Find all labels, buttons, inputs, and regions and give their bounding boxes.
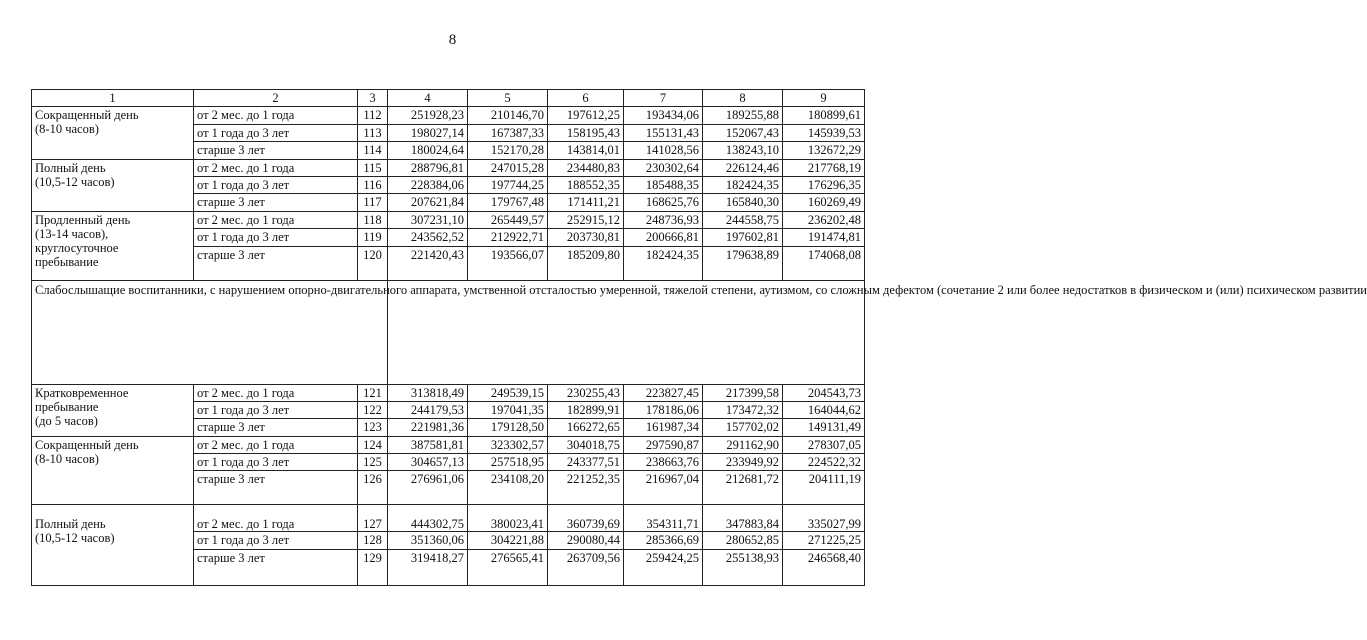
row-code-cell: 116 (358, 176, 388, 193)
value-cell: 176296,35 (783, 176, 865, 193)
value-cell: 263709,56 (548, 549, 624, 585)
value-cell: 185209,80 (548, 246, 624, 280)
category-cell (32, 107, 194, 159)
value-cell: 226124,46 (703, 159, 783, 176)
category-cell (32, 505, 194, 585)
category-label: круглосуточное (35, 240, 119, 255)
age-group-cell: от 1 года до 3 лет (194, 454, 358, 471)
age-group-cell: старше 3 лет (194, 142, 358, 159)
category-label: (8-10 часов) (35, 451, 99, 466)
value-cell: 257518,95 (468, 454, 548, 471)
value-cell: 304657,13 (388, 454, 468, 471)
value-cell: 249539,15 (468, 384, 548, 401)
category-cell (32, 211, 194, 280)
tariff-table (31, 89, 1367, 586)
value-cell: 193434,06 (624, 107, 703, 124)
age-group-cell: от 1 года до 3 лет (194, 401, 358, 418)
row-code-cell: 127 (358, 505, 388, 532)
value-cell: 182424,35 (624, 246, 703, 280)
value-cell: 204543,73 (783, 384, 865, 401)
value-cell: 207621,84 (388, 194, 468, 211)
row-code-cell: 113 (358, 124, 388, 141)
value-cell: 360739,69 (548, 505, 624, 532)
value-cell: 354311,71 (624, 505, 703, 532)
category-cell (32, 436, 194, 505)
row-code-cell: 128 (358, 532, 388, 549)
value-cell: 265449,57 (468, 211, 548, 228)
column-header: 5 (468, 90, 548, 107)
row-code-cell: 117 (358, 194, 388, 211)
table-row (32, 505, 865, 532)
value-cell: 179767,48 (468, 194, 548, 211)
value-cell: 244179,53 (388, 401, 468, 418)
age-group-cell: от 2 мес. до 1 года (194, 384, 358, 401)
value-cell: 212922,71 (468, 229, 548, 246)
category-label: пребывание (35, 399, 99, 414)
value-cell: 180024,64 (388, 142, 468, 159)
value-cell: 173472,32 (703, 401, 783, 418)
value-cell: 165840,30 (703, 194, 783, 211)
row-code-cell: 123 (358, 419, 388, 436)
value-cell: 276565,41 (468, 549, 548, 585)
value-cell: 224522,32 (783, 454, 865, 471)
category-label: пребывание (35, 254, 99, 269)
row-code-cell: 114 (358, 142, 388, 159)
value-cell: 197602,81 (703, 229, 783, 246)
row-code-cell: 129 (358, 549, 388, 585)
row-code-cell: 122 (358, 401, 388, 418)
value-cell: 149131,49 (783, 419, 865, 436)
age-group-cell: от 1 года до 3 лет (194, 124, 358, 141)
value-cell: 132672,29 (783, 142, 865, 159)
table-row (32, 211, 865, 228)
value-cell: 191474,81 (783, 229, 865, 246)
value-cell: 297590,87 (624, 436, 703, 453)
value-cell: 182899,91 (548, 401, 624, 418)
value-cell: 171411,21 (548, 194, 624, 211)
value-cell: 291162,90 (703, 436, 783, 453)
value-cell: 223827,45 (624, 384, 703, 401)
table-row (32, 159, 865, 176)
value-cell: 180899,61 (783, 107, 865, 124)
category-cell (32, 159, 194, 211)
value-cell: 252915,12 (548, 211, 624, 228)
column-header: 1 (32, 90, 194, 107)
value-cell: 152067,43 (703, 124, 783, 141)
column-header: 2 (194, 90, 358, 107)
category-label: Продленный день (35, 212, 131, 227)
value-cell: 234108,20 (468, 471, 548, 505)
value-cell: 246568,40 (783, 549, 865, 585)
age-group-cell: от 1 года до 3 лет (194, 229, 358, 246)
row-code-cell: 126 (358, 471, 388, 505)
value-cell: 323302,57 (468, 436, 548, 453)
value-cell: 228384,06 (388, 176, 468, 193)
value-cell: 179638,89 (703, 246, 783, 280)
value-cell: 178186,06 (624, 401, 703, 418)
row-code-cell: 120 (358, 246, 388, 280)
row-code-cell: 112 (358, 107, 388, 124)
value-cell: 164044,62 (783, 401, 865, 418)
value-cell: 145939,53 (783, 124, 865, 141)
value-cell: 238663,76 (624, 454, 703, 471)
value-cell: 304018,75 (548, 436, 624, 453)
value-cell: 307231,10 (388, 211, 468, 228)
category-label: (8-10 часов) (35, 122, 99, 137)
value-cell: 203730,81 (548, 229, 624, 246)
value-cell: 141028,56 (624, 142, 703, 159)
age-group-cell: от 2 мес. до 1 года (194, 436, 358, 453)
value-cell: 197041,35 (468, 401, 548, 418)
value-cell: 217399,58 (703, 384, 783, 401)
age-group-cell: старше 3 лет (194, 419, 358, 436)
value-cell: 288796,81 (388, 159, 468, 176)
value-cell: 347883,84 (703, 505, 783, 532)
row-code-cell: 115 (358, 159, 388, 176)
value-cell: 182424,35 (703, 176, 783, 193)
value-cell: 152170,28 (468, 142, 548, 159)
value-cell: 212681,72 (703, 471, 783, 505)
note-row (32, 280, 865, 384)
value-cell: 204111,19 (783, 471, 865, 505)
value-cell: 280652,85 (703, 532, 783, 549)
value-cell: 255138,93 (703, 549, 783, 585)
value-cell: 216967,04 (624, 471, 703, 505)
value-cell: 278307,05 (783, 436, 865, 453)
value-cell: 259424,25 (624, 549, 703, 585)
value-cell: 221420,43 (388, 246, 468, 280)
value-cell: 247015,28 (468, 159, 548, 176)
table-row (32, 107, 865, 124)
value-cell: 444302,75 (388, 505, 468, 532)
column-header: 7 (624, 90, 703, 107)
column-header: 4 (388, 90, 468, 107)
value-cell: 217768,19 (783, 159, 865, 176)
table-row (32, 384, 865, 401)
age-group-cell: от 2 мес. до 1 года (194, 211, 358, 228)
value-cell: 157702,02 (703, 419, 783, 436)
value-cell: 221252,35 (548, 471, 624, 505)
value-cell: 197744,25 (468, 176, 548, 193)
value-cell: 200666,81 (624, 229, 703, 246)
value-cell: 160269,49 (783, 194, 865, 211)
row-code-cell: 119 (358, 229, 388, 246)
category-label: Полный день (35, 160, 106, 175)
category-label: Сокращенный день (35, 108, 139, 123)
value-cell: 168625,76 (624, 194, 703, 211)
value-cell: 313818,49 (388, 384, 468, 401)
category-label: Полный день (35, 517, 106, 532)
row-code-cell: 124 (358, 436, 388, 453)
column-header: 8 (703, 90, 783, 107)
column-header: 6 (548, 90, 624, 107)
age-group-cell: старше 3 лет (194, 194, 358, 211)
value-cell: 138243,10 (703, 142, 783, 159)
age-group-cell: старше 3 лет (194, 549, 358, 585)
value-cell: 230302,64 (624, 159, 703, 176)
value-cell: 155131,43 (624, 124, 703, 141)
value-cell: 335027,99 (783, 505, 865, 532)
age-group-cell: от 2 мес. до 1 года (194, 107, 358, 124)
value-cell: 319418,27 (388, 549, 468, 585)
value-cell: 189255,88 (703, 107, 783, 124)
age-group-cell: от 2 мес. до 1 года (194, 505, 358, 532)
age-group-cell: старше 3 лет (194, 246, 358, 280)
column-header: 9 (783, 90, 865, 107)
value-cell: 198027,14 (388, 124, 468, 141)
value-cell: 167387,33 (468, 124, 548, 141)
category-cell (32, 384, 194, 436)
value-cell: 243377,51 (548, 454, 624, 471)
value-cell: 179128,50 (468, 419, 548, 436)
value-cell: 285366,69 (624, 532, 703, 549)
category-label: (10,5-12 часов) (35, 531, 115, 546)
value-cell: 221981,36 (388, 419, 468, 436)
value-cell: 197612,25 (548, 107, 624, 124)
category-label: Сокращенный день (35, 437, 139, 452)
category-label: (до 5 часов) (35, 413, 98, 428)
value-cell: 304221,88 (468, 532, 548, 549)
value-cell: 243562,52 (388, 229, 468, 246)
category-label: (13-14 часов), (35, 226, 109, 241)
age-group-cell: от 1 года до 3 лет (194, 532, 358, 549)
category-note: Слабослышащие воспитанники, с нарушением опорно-двигательного аппарата, умственной отсталостью умеренной, тяжелой степени, аутизмом, со сложным дефектом (сочетание 2 или более недостатков в физическом и (или) психическом развитии (32, 280, 388, 384)
value-cell: 143814,01 (548, 142, 624, 159)
value-cell: 387581,81 (388, 436, 468, 453)
age-group-cell: от 2 мес. до 1 года (194, 159, 358, 176)
value-cell: 158195,43 (548, 124, 624, 141)
table-row (32, 436, 865, 453)
value-cell: 185488,35 (624, 176, 703, 193)
value-cell: 174068,08 (783, 246, 865, 280)
row-code-cell: 121 (358, 384, 388, 401)
page-number: 8 (448, 32, 457, 48)
value-cell: 236202,48 (783, 211, 865, 228)
value-cell: 248736,93 (624, 211, 703, 228)
value-cell: 244558,75 (703, 211, 783, 228)
value-cell: 271225,25 (783, 532, 865, 549)
value-cell: 251928,23 (388, 107, 468, 124)
value-cell: 193566,07 (468, 246, 548, 280)
category-label: (10,5-12 часов) (35, 174, 115, 189)
header-row (32, 90, 865, 107)
value-cell: 290080,44 (548, 532, 624, 549)
value-cell: 166272,65 (548, 419, 624, 436)
value-cell: 233949,92 (703, 454, 783, 471)
value-cell: 351360,06 (388, 532, 468, 549)
column-header: 3 (358, 90, 388, 107)
age-group-cell: старше 3 лет (194, 471, 358, 505)
row-code-cell: 118 (358, 211, 388, 228)
age-group-cell: от 1 года до 3 лет (194, 176, 358, 193)
value-cell: 276961,06 (388, 471, 468, 505)
row-code-cell: 125 (358, 454, 388, 471)
value-cell: 161987,34 (624, 419, 703, 436)
value-cell: 188552,35 (548, 176, 624, 193)
value-cell: 230255,43 (548, 384, 624, 401)
value-cell: 380023,41 (468, 505, 548, 532)
value-cell: 234480,83 (548, 159, 624, 176)
value-cell: 210146,70 (468, 107, 548, 124)
category-label: Кратковременное (35, 385, 129, 400)
